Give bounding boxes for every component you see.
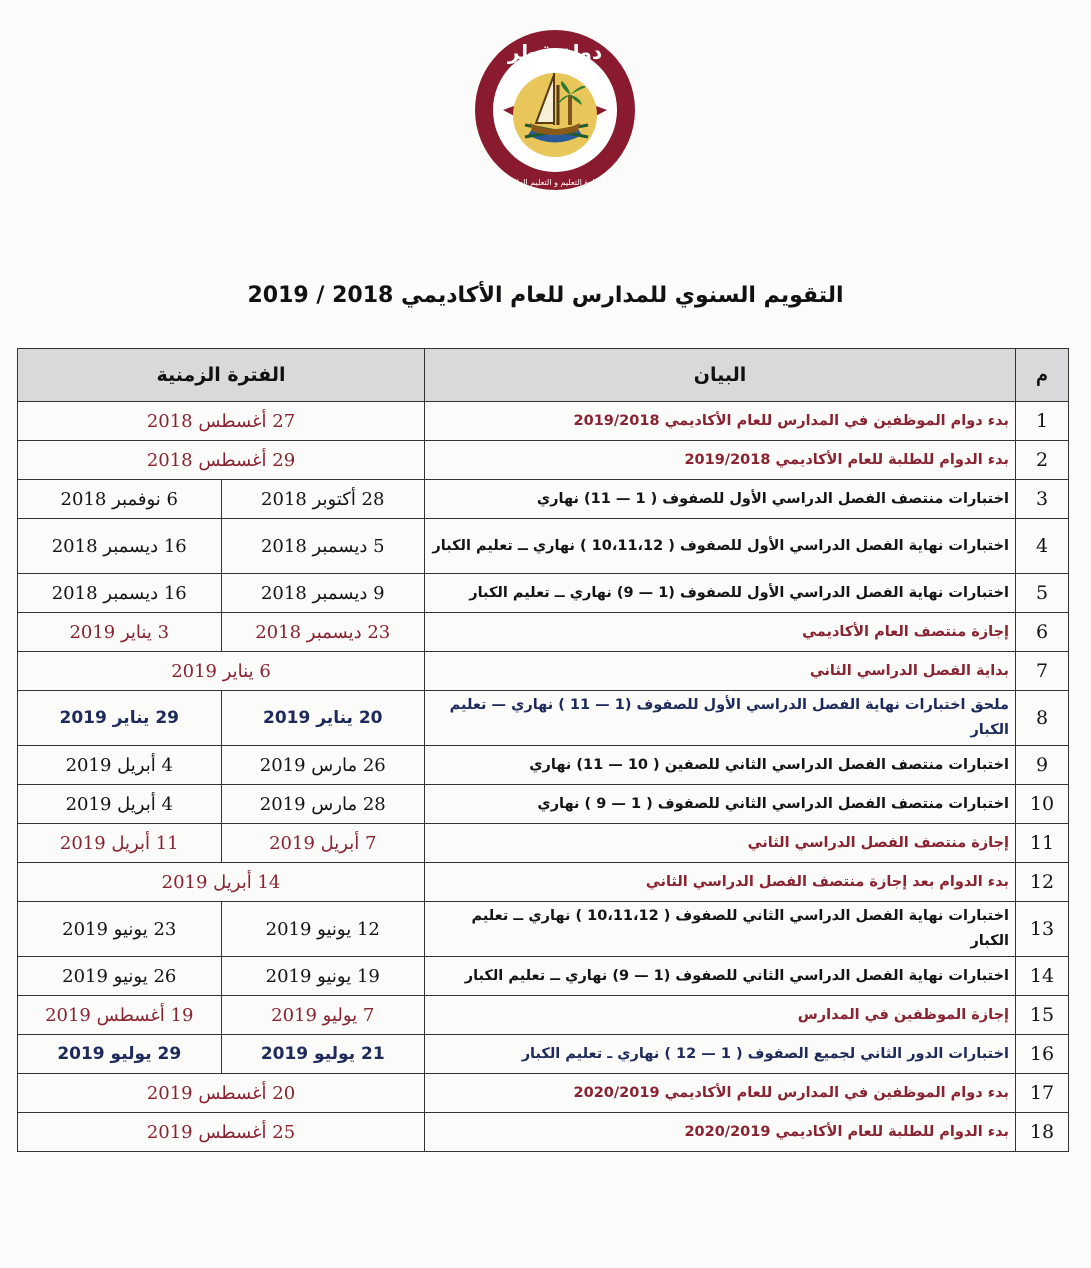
qatar-emblem-logo xyxy=(470,25,640,195)
table-row xyxy=(18,441,1069,480)
table-row xyxy=(18,1035,1069,1074)
row-date-to: 6 نوفمبر 2018 xyxy=(18,480,222,519)
table-row xyxy=(18,1113,1069,1152)
row-number: 6 xyxy=(1016,613,1069,652)
row-description: اختبارات نهاية الفصل الدراسي الأول للصفوف (1 — 9) نهاري ــ تعليم الكبار xyxy=(425,574,1016,613)
row-number: 9 xyxy=(1016,746,1069,785)
row-description: اختبارات نهاية الفصل الدراسي الثاني للصفوف (1 — 9) نهاري ــ تعليم الكبار xyxy=(425,957,1016,996)
row-description: بدء الدوام بعد إجازة منتصف الفصل الدراسي الثاني xyxy=(425,863,1016,902)
row-date-from: 19 يونيو 2019 xyxy=(221,957,425,996)
column-header-desc: البيان xyxy=(425,349,1016,402)
table-row xyxy=(18,824,1069,863)
row-date-from: 5 ديسمبر 2018 xyxy=(221,519,425,574)
row-date-to: 3 يناير 2019 xyxy=(18,613,222,652)
row-description: اختبارات منتصف الفصل الدراسي الأول للصفوف ( 1 — 11) نهاري xyxy=(425,480,1016,519)
row-description: إجازة منتصف الفصل الدراسي الثاني xyxy=(425,824,1016,863)
row-date: 25 أغسطس 2019 xyxy=(18,1113,425,1152)
table-row xyxy=(18,652,1069,691)
table-row xyxy=(18,480,1069,519)
row-date-from: 20 يناير 2019 xyxy=(221,691,425,746)
row-date-to: 23 يونيو 2019 xyxy=(18,902,222,957)
row-date-from: 12 يونيو 2019 xyxy=(221,902,425,957)
table-row xyxy=(18,691,1069,746)
table-row xyxy=(18,402,1069,441)
row-number: 16 xyxy=(1016,1035,1069,1074)
column-header-num: م xyxy=(1016,349,1069,402)
table-row xyxy=(18,1074,1069,1113)
row-description: ملحق اختبارات نهاية الفصل الدراسي الأول للصفوف (1 — 11 ) نهاري — تعليم الكبار xyxy=(425,691,1016,746)
row-description: اختبارات منتصف الفصل الدراسي الثاني للصفين ( 10 — 11) نهاري xyxy=(425,746,1016,785)
row-date-to: 16 ديسمبر 2018 xyxy=(18,519,222,574)
row-date-to: 29 يوليو 2019 xyxy=(18,1035,222,1074)
row-description: بدء دوام الموظفين في المدارس للعام الأكاديمي 2020/2019 xyxy=(425,1074,1016,1113)
table-row xyxy=(18,785,1069,824)
row-description: اختبارات منتصف الفصل الدراسي الثاني للصفوف ( 1 — 9 ) نهاري xyxy=(425,785,1016,824)
table-row xyxy=(18,902,1069,957)
row-date-from: 7 أبريل 2019 xyxy=(221,824,425,863)
row-number: 14 xyxy=(1016,957,1069,996)
row-description: بدء الدوام للطلبة للعام الأكاديمي 2020/2019 xyxy=(425,1113,1016,1152)
row-description: بدء دوام الموظفين في المدارس للعام الأكاديمي 2019/2018 xyxy=(425,402,1016,441)
row-description: اختبارات الدور الثاني لجميع الصفوف ( 1 — 12 ) نهاري ـ تعليم الكبار xyxy=(425,1035,1016,1074)
table-row xyxy=(18,613,1069,652)
row-description: بدء الدوام للطلبة للعام الأكاديمي 2019/2018 xyxy=(425,441,1016,480)
row-number: 12 xyxy=(1016,863,1069,902)
table-row xyxy=(18,863,1069,902)
row-number: 8 xyxy=(1016,691,1069,746)
table-row xyxy=(18,574,1069,613)
row-date-from: 9 ديسمبر 2018 xyxy=(221,574,425,613)
row-date: 27 أغسطس 2018 xyxy=(18,402,425,441)
row-date-from: 23 ديسمبر 2018 xyxy=(221,613,425,652)
column-header-period: الفترة الزمنية xyxy=(18,349,425,402)
row-date: 6 يناير 2019 xyxy=(18,652,425,691)
row-date-to: 4 أبريل 2019 xyxy=(18,785,222,824)
svg-text:وزارة التعليم و التعليم العالي: وزارة التعليم و التعليم العالي xyxy=(507,178,603,187)
page-title: التقويم السنوي للمدارس للعام الأكاديمي 2018 / 2019 xyxy=(247,283,844,308)
row-date-from: 28 أكتوبر 2018 xyxy=(221,480,425,519)
svg-text:دولة قطر: دولة قطر xyxy=(507,40,603,64)
academic-calendar-table xyxy=(17,348,1069,1152)
row-date: 20 أغسطس 2019 xyxy=(18,1074,425,1113)
row-description: بداية الفصل الدراسي الثاني xyxy=(425,652,1016,691)
row-date: 29 أغسطس 2018 xyxy=(18,441,425,480)
row-date-from: 28 مارس 2019 xyxy=(221,785,425,824)
table-row xyxy=(18,746,1069,785)
row-number: 18 xyxy=(1016,1113,1069,1152)
row-description: إجازة منتصف العام الأكاديمي xyxy=(425,613,1016,652)
row-number: 1 xyxy=(1016,402,1069,441)
row-description: اختبارات نهاية الفصل الدراسي الثاني للصفوف ( 10،11،12 ) نهاري ــ تعليم الكبار xyxy=(425,902,1016,957)
row-date-to: 16 ديسمبر 2018 xyxy=(18,574,222,613)
row-date-from: 26 مارس 2019 xyxy=(221,746,425,785)
row-description: إجازة الموظفين في المدارس xyxy=(425,996,1016,1035)
table-row xyxy=(18,996,1069,1035)
table-row xyxy=(18,519,1069,574)
row-number: 15 xyxy=(1016,996,1069,1035)
row-number: 3 xyxy=(1016,480,1069,519)
row-date-to: 11 أبريل 2019 xyxy=(18,824,222,863)
row-date-from: 7 يوليو 2019 xyxy=(221,996,425,1035)
row-description: اختبارات نهاية الفصل الدراسي الأول للصفوف ( 10،11،12 ) نهاري ــ تعليم الكبار xyxy=(425,519,1016,574)
row-date-to: 29 يناير 2019 xyxy=(18,691,222,746)
row-number: 13 xyxy=(1016,902,1069,957)
table-header-row xyxy=(18,349,1069,402)
table-row xyxy=(18,957,1069,996)
row-date-to: 4 أبريل 2019 xyxy=(18,746,222,785)
row-date-to: 26 يونيو 2019 xyxy=(18,957,222,996)
row-date-from: 21 يوليو 2019 xyxy=(221,1035,425,1074)
row-date-to: 19 أغسطس 2019 xyxy=(18,996,222,1035)
row-number: 10 xyxy=(1016,785,1069,824)
row-date: 14 أبريل 2019 xyxy=(18,863,425,902)
row-number: 5 xyxy=(1016,574,1069,613)
row-number: 11 xyxy=(1016,824,1069,863)
row-number: 2 xyxy=(1016,441,1069,480)
row-number: 17 xyxy=(1016,1074,1069,1113)
row-number: 4 xyxy=(1016,519,1069,574)
row-number: 7 xyxy=(1016,652,1069,691)
